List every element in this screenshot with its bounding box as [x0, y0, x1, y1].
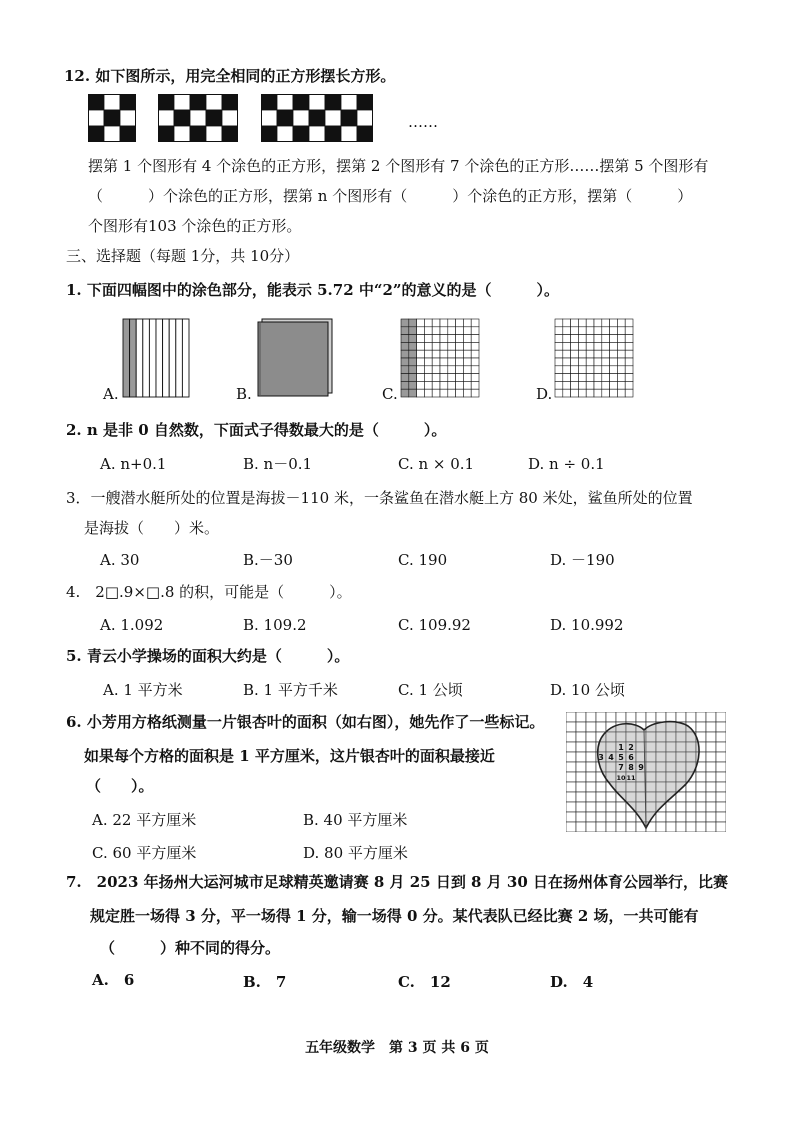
q3-stem-line-1: 3．一艘潜水艇所处的位置是海拔－110 米，一条鲨鱼在潜水艇上方 80 米处，鲨鱼所处的位置 — [66, 489, 693, 507]
q7-stem-line-3: （ ）种不同的得分。 — [100, 939, 281, 957]
q7-stem-line-1: 7. 2023 年扬州大运河城市足球精英邀请赛 8 月 25 日到 8 月 30 日在扬州体育公园举行，比赛 — [66, 873, 729, 891]
page-footer: 五年级数学 第 3 页 共 6 页 — [305, 1040, 489, 1056]
q6-stem-line-1: 6. 小芳用方格纸测量一片银杏叶的面积（如右图），她先作了一些标记。 — [66, 713, 545, 731]
q12-line-1: 摆第 1 个图形有 4 个涂色的正方形，摆第 2 个图形有 7 个涂色的正方形……摆第 5 个图形有 — [88, 157, 709, 175]
q5-stem: 5. 青云小学操场的面积大约是（ ）。 — [66, 647, 350, 665]
q6-option-a: A. 22 平方厘米 — [92, 811, 197, 829]
leaf-label: 5 — [618, 753, 624, 762]
q6-option-d: D. 80 平方厘米 — [303, 844, 408, 862]
q2-option-a: A. n+0.1 — [100, 455, 167, 473]
q3-option-c: C. 190 — [398, 551, 448, 569]
leaf-label: 6 — [628, 753, 634, 762]
ginkgo-leaf-grid — [566, 712, 726, 832]
leaf-label: 1 — [618, 743, 624, 752]
q1-figure-c — [400, 318, 480, 400]
q1-figure-b — [256, 318, 336, 398]
leaf-label: 11 — [626, 774, 636, 782]
q4-option-b: B. 109.2 — [243, 616, 307, 634]
pattern-figure-3 — [261, 94, 373, 142]
q5-option-a: A. 1 平方米 — [103, 681, 183, 699]
q12-line-3: 个图形有103 个涂色的正方形。 — [88, 217, 302, 235]
q2-option-c: C. n × 0.1 — [398, 455, 475, 473]
q1-figure-d — [554, 318, 634, 400]
ellipsis: …… — [408, 113, 438, 131]
q1-option-b-label: B. — [236, 385, 252, 403]
section-title: 三、选择题（每题 1分，共 10分） — [66, 247, 300, 265]
q4-option-d: D. 10.992 — [550, 616, 624, 634]
q6-stem-line-3: （ ）。 — [86, 777, 154, 795]
q5-option-d: D. 10 公顷 — [550, 681, 625, 699]
leaf-label: 3 — [598, 753, 604, 762]
q7-option-d: D. 4 — [550, 973, 594, 991]
q7-option-b: B. 7 — [243, 973, 287, 991]
leaf-label: 9 — [638, 763, 644, 772]
leaf-label: 10 — [616, 774, 626, 782]
leaf-label: 7 — [618, 763, 624, 772]
q4-option-a: A. 1.092 — [100, 616, 164, 634]
q5-option-b: B. 1 平方千米 — [243, 681, 338, 699]
leaf-label: 2 — [628, 743, 634, 752]
q3-option-a: A. 30 — [100, 551, 140, 569]
q1-option-c-label: C. — [382, 385, 398, 403]
q7-stem-line-2: 规定胜一场得 3 分，平一场得 1 分，输一场得 0 分。某代表队已经比赛 2 场，一共可能有 — [90, 907, 699, 925]
q12-line-2: （ ）个涂色的正方形，摆第 n 个图形有（ ）个涂色的正方形，摆第（ ） — [88, 187, 693, 205]
q3-option-b: B.－30 — [243, 551, 293, 569]
pattern-figure-2 — [158, 94, 238, 142]
q1-option-d-label: D. — [536, 385, 553, 403]
q6-option-c: C. 60 平方厘米 — [92, 844, 197, 862]
pattern-figure-1 — [88, 94, 136, 142]
q7-option-a: A. 6 — [92, 971, 135, 989]
q6-option-b: B. 40 平方厘米 — [303, 811, 408, 829]
q2-option-d: D. n ÷ 0.1 — [528, 455, 605, 473]
q1-option-a-label: A. — [103, 385, 119, 403]
q12-title: 12. 如下图所示，用完全相同的正方形摆长方形。 — [64, 67, 396, 85]
q4-option-c: C. 109.92 — [398, 616, 471, 634]
q3-stem-line-2: 是海拔（ ）米。 — [84, 519, 220, 537]
leaf-label: 4 — [608, 753, 614, 762]
q1-figure-a — [122, 318, 190, 398]
q5-option-c: C. 1 公顷 — [398, 681, 463, 699]
q4-stem: 4. 2□.9×□.8 的积，可能是（ ）。 — [66, 583, 352, 601]
q1-stem: 1. 下面四幅图中的涂色部分，能表示 5.72 中“2”的意义的是（ ）。 — [66, 281, 560, 299]
q3-option-d: D. －190 — [550, 551, 615, 569]
q6-stem-line-2: 如果每个方格的面积是 1 平方厘米，这片银杏叶的面积最接近 — [84, 747, 495, 765]
q2-stem: 2. n 是非 0 自然数，下面式子得数最大的是（ ）。 — [66, 421, 447, 439]
q2-option-b: B. n－0.1 — [243, 455, 313, 473]
q7-option-c: C. 12 — [398, 973, 451, 991]
leaf-label: 8 — [628, 763, 634, 772]
